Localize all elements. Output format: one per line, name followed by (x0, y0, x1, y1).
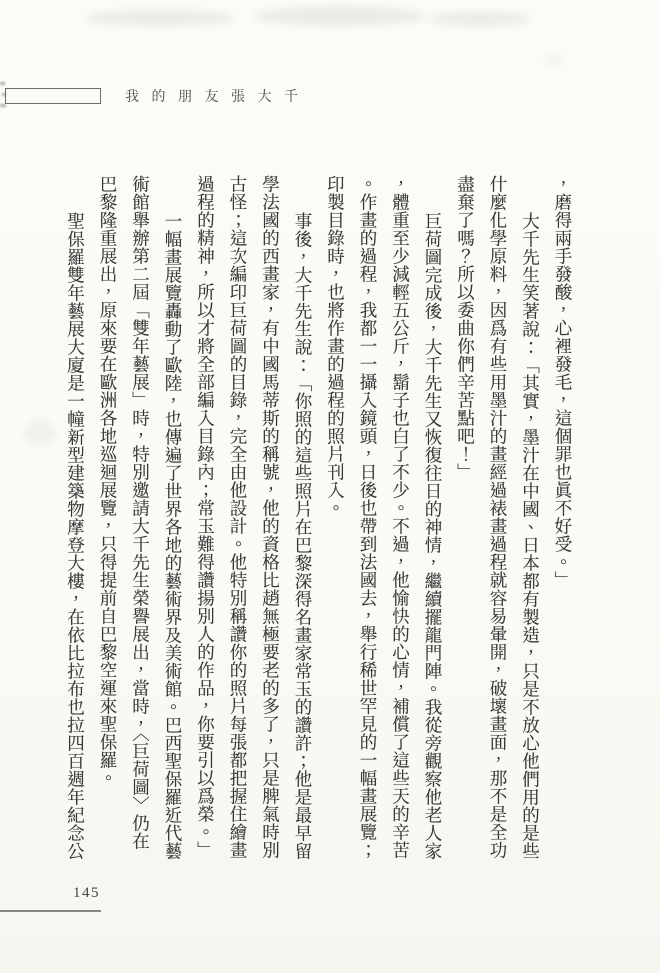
text-column-8: 印製目錄時，也將作畫的過程的照片刊入。 (325, 175, 346, 517)
text-column-12: 過程的精神，所以才將全部編入目錄內；常玉難得讚揚別人的作品，你要引以爲榮。」 (195, 175, 216, 859)
scan-smudge (25, 420, 55, 445)
text-column-16: 聖保羅雙年藝展大廈是一幢新型建築物摩登大樓，在依比拉布也拉四百週年紀念公 (65, 211, 86, 860)
text-column-9: 事後，大千先生說：「你照的這些照片在巴黎深得名畫家常玉的讚許；他是最早留 (293, 211, 313, 860)
scan-smudge (85, 10, 235, 26)
header-tab-box (5, 88, 101, 104)
running-header-title: 我的朋友張大千 (125, 90, 311, 105)
text-column-13: 一幅畫展覽轟動了歐陸，也傳遍了世界各地的藝術界及美術館。巴西聖保羅近代藝 (163, 211, 183, 860)
text-column-3: 什麼化學原料，因爲有些用墨汁的畫經過裱畫過程就容易暈開，破壞畫面，那不是全功 (488, 175, 508, 859)
text-column-5: 巨荷圖完成後，大千先生又恢復往日的神情，繼續擺龍門陣。我從旁觀察他老人家 (423, 211, 443, 860)
text-column-15: 巴黎隆重展出，原來要在歐洲各地巡迴展覽，只得提前自巴黎空運來聖保羅。 (98, 175, 118, 787)
text-column-2: 大千先生笑著說：「其實，墨汁在中國、日本都有製造，只是不放心他們用的是些 (520, 211, 541, 860)
scan-smudge (545, 55, 563, 65)
vertical-text-block (53, 175, 573, 875)
scan-smudge (430, 12, 530, 26)
scan-speck (0, 82, 5, 85)
text-column-4: 盡棄了嗎？所以委曲你們辛苦點吧！」 (455, 175, 476, 481)
text-column-6: ，體重至少減輕五公斤，鬍子也白了不少。不過，他愉快的心情，補償了這些天的辛苦 (390, 175, 411, 859)
page-number: 145 (73, 885, 100, 901)
scan-speck (0, 104, 6, 107)
text-column-7: 。作畫的過程，我都一一攝入鏡頭，日後也帶到法國去，舉行稀世罕見的一幅畫展覽； (358, 175, 378, 859)
text-column-1: ，磨得兩手發酸，心裡發毛，這個罪也眞不好受。」 (553, 175, 573, 589)
footer-rule (0, 910, 101, 912)
text-column-10: 學法國的西畫家，有中國馬蒂斯的稱號，他的資格比趙無極要老的多了，只是脾氣時別 (260, 175, 281, 859)
scan-smudge (255, 6, 425, 26)
text-column-14: 術館舉辦第二屆「雙年藝展」時，特別邀請大千先生榮譽展出，當時，〈巨荷圖〉仍在 (130, 175, 151, 851)
text-column-11: 古怪；這次編印巨荷圖的目錄，完全由他設計。他特別稱讚你的照片每張都把握住繪畫 (228, 175, 248, 859)
